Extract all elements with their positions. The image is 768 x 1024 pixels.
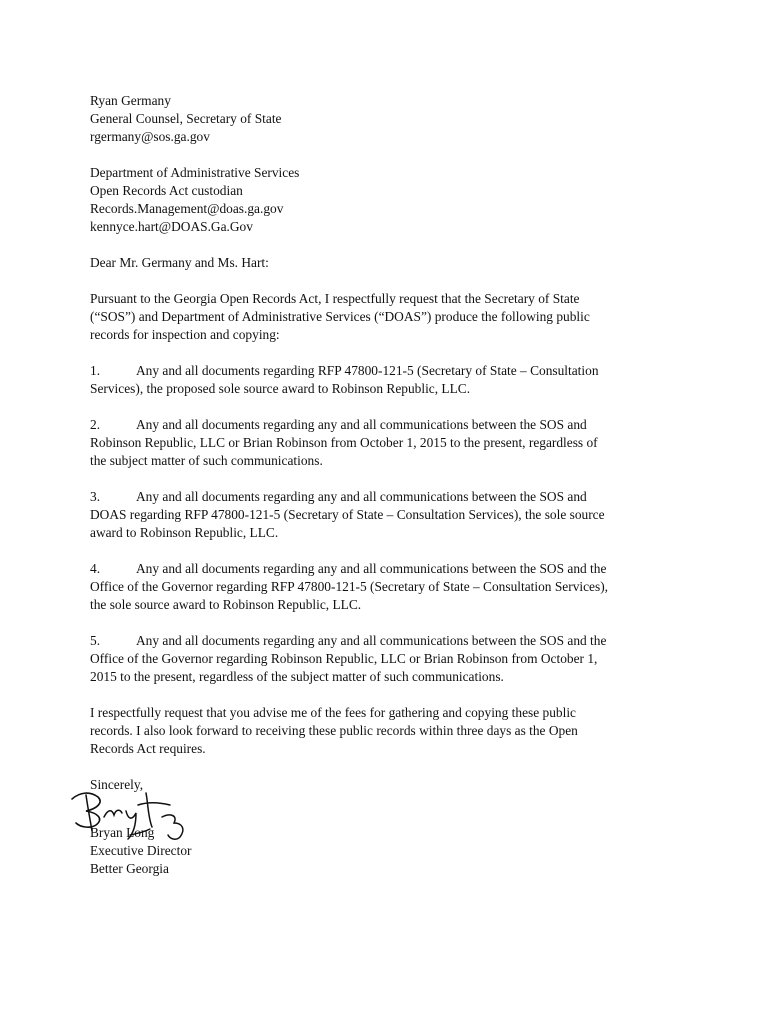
closing-paragraph [90,704,690,758]
request-item [90,488,690,542]
signature-block [90,824,192,878]
recipient-role: Open Records Act custodian [90,183,243,198]
item-line: Office of the Governor regarding RFP 47800-121-5 (Secretary of State – Consultation Services), [90,579,609,594]
recipient-email: Records.Management@doas.ga.gov [90,201,284,216]
closing-text: Sincerely, [90,777,144,792]
intro-paragraph [90,290,690,344]
sender-address [90,92,690,146]
signer-org: Better Georgia [90,861,169,876]
intro-line: Pursuant to the Georgia Open Records Act, I respectfully request that the Secretary of State [90,291,580,306]
item-line: Office of the Governor regarding Robinson Republic, LLC or Brian Robinson from October 1, [90,651,598,666]
item-line: the subject matter of such communications. [90,453,323,468]
item-number: 4. [90,561,101,576]
item-line: Any and all documents regarding any and all communications between the SOS and [136,489,587,504]
item-number: 1. [90,363,101,378]
item-line: the sole source award to Robinson Republic, LLC. [90,597,362,612]
item-number: 5. [90,633,101,648]
request-item [90,362,690,398]
intro-line: records for inspection and copying: [90,327,280,342]
sender-name: Ryan Germany [90,93,171,108]
request-item [90,632,690,686]
item-line: award to Robinson Republic, LLC. [90,525,279,540]
sender-email: rgermany@sos.ga.gov [90,129,210,144]
item-number: 2. [90,417,101,432]
item-line: Services), the proposed sole source award to Robinson Republic, LLC. [90,381,471,396]
salutation-text: Dear Mr. Germany and Ms. Hart: [90,255,269,270]
item-line: Any and all documents regarding any and all communications between the SOS and the [136,633,607,648]
recipient-email: kennyce.hart@DOAS.Ga.Gov [90,219,253,234]
closing-line: I respectfully request that you advise me of the fees for gathering and copying these public [90,705,576,720]
closing-line: records. I also look forward to receiving these public records within three days as the Open [90,723,578,738]
item-line: Any and all documents regarding RFP 47800-121-5 (Secretary of State – Consultation [136,363,599,378]
request-item [90,560,690,614]
intro-line: (“SOS”) and Department of Administrative Services (“DOAS”) produce the following public [90,309,590,324]
signer-title: Executive Director [90,843,192,858]
item-number: 3. [90,489,101,504]
sender-title: General Counsel, Secretary of State [90,111,282,126]
letter-body [90,92,690,794]
signer-name: Bryan Long [90,825,155,840]
item-line: Any and all documents regarding any and all communications between the SOS and the [136,561,607,576]
recipient-address [90,164,690,236]
item-line: Any and all documents regarding any and all communications between the SOS and [136,417,587,432]
item-line: 2015 to the present, regardless of the subject matter of such communications. [90,669,504,684]
item-line: Robinson Republic, LLC or Brian Robinson from October 1, 2015 to the present, regardless of [90,435,598,450]
salutation [90,254,690,272]
recipient-dept: Department of Administrative Services [90,165,300,180]
request-item [90,416,690,470]
closing-line: Records Act requires. [90,741,206,756]
item-line: DOAS regarding RFP 47800-121-5 (Secretary of State – Consultation Services), the sole source [90,507,605,522]
